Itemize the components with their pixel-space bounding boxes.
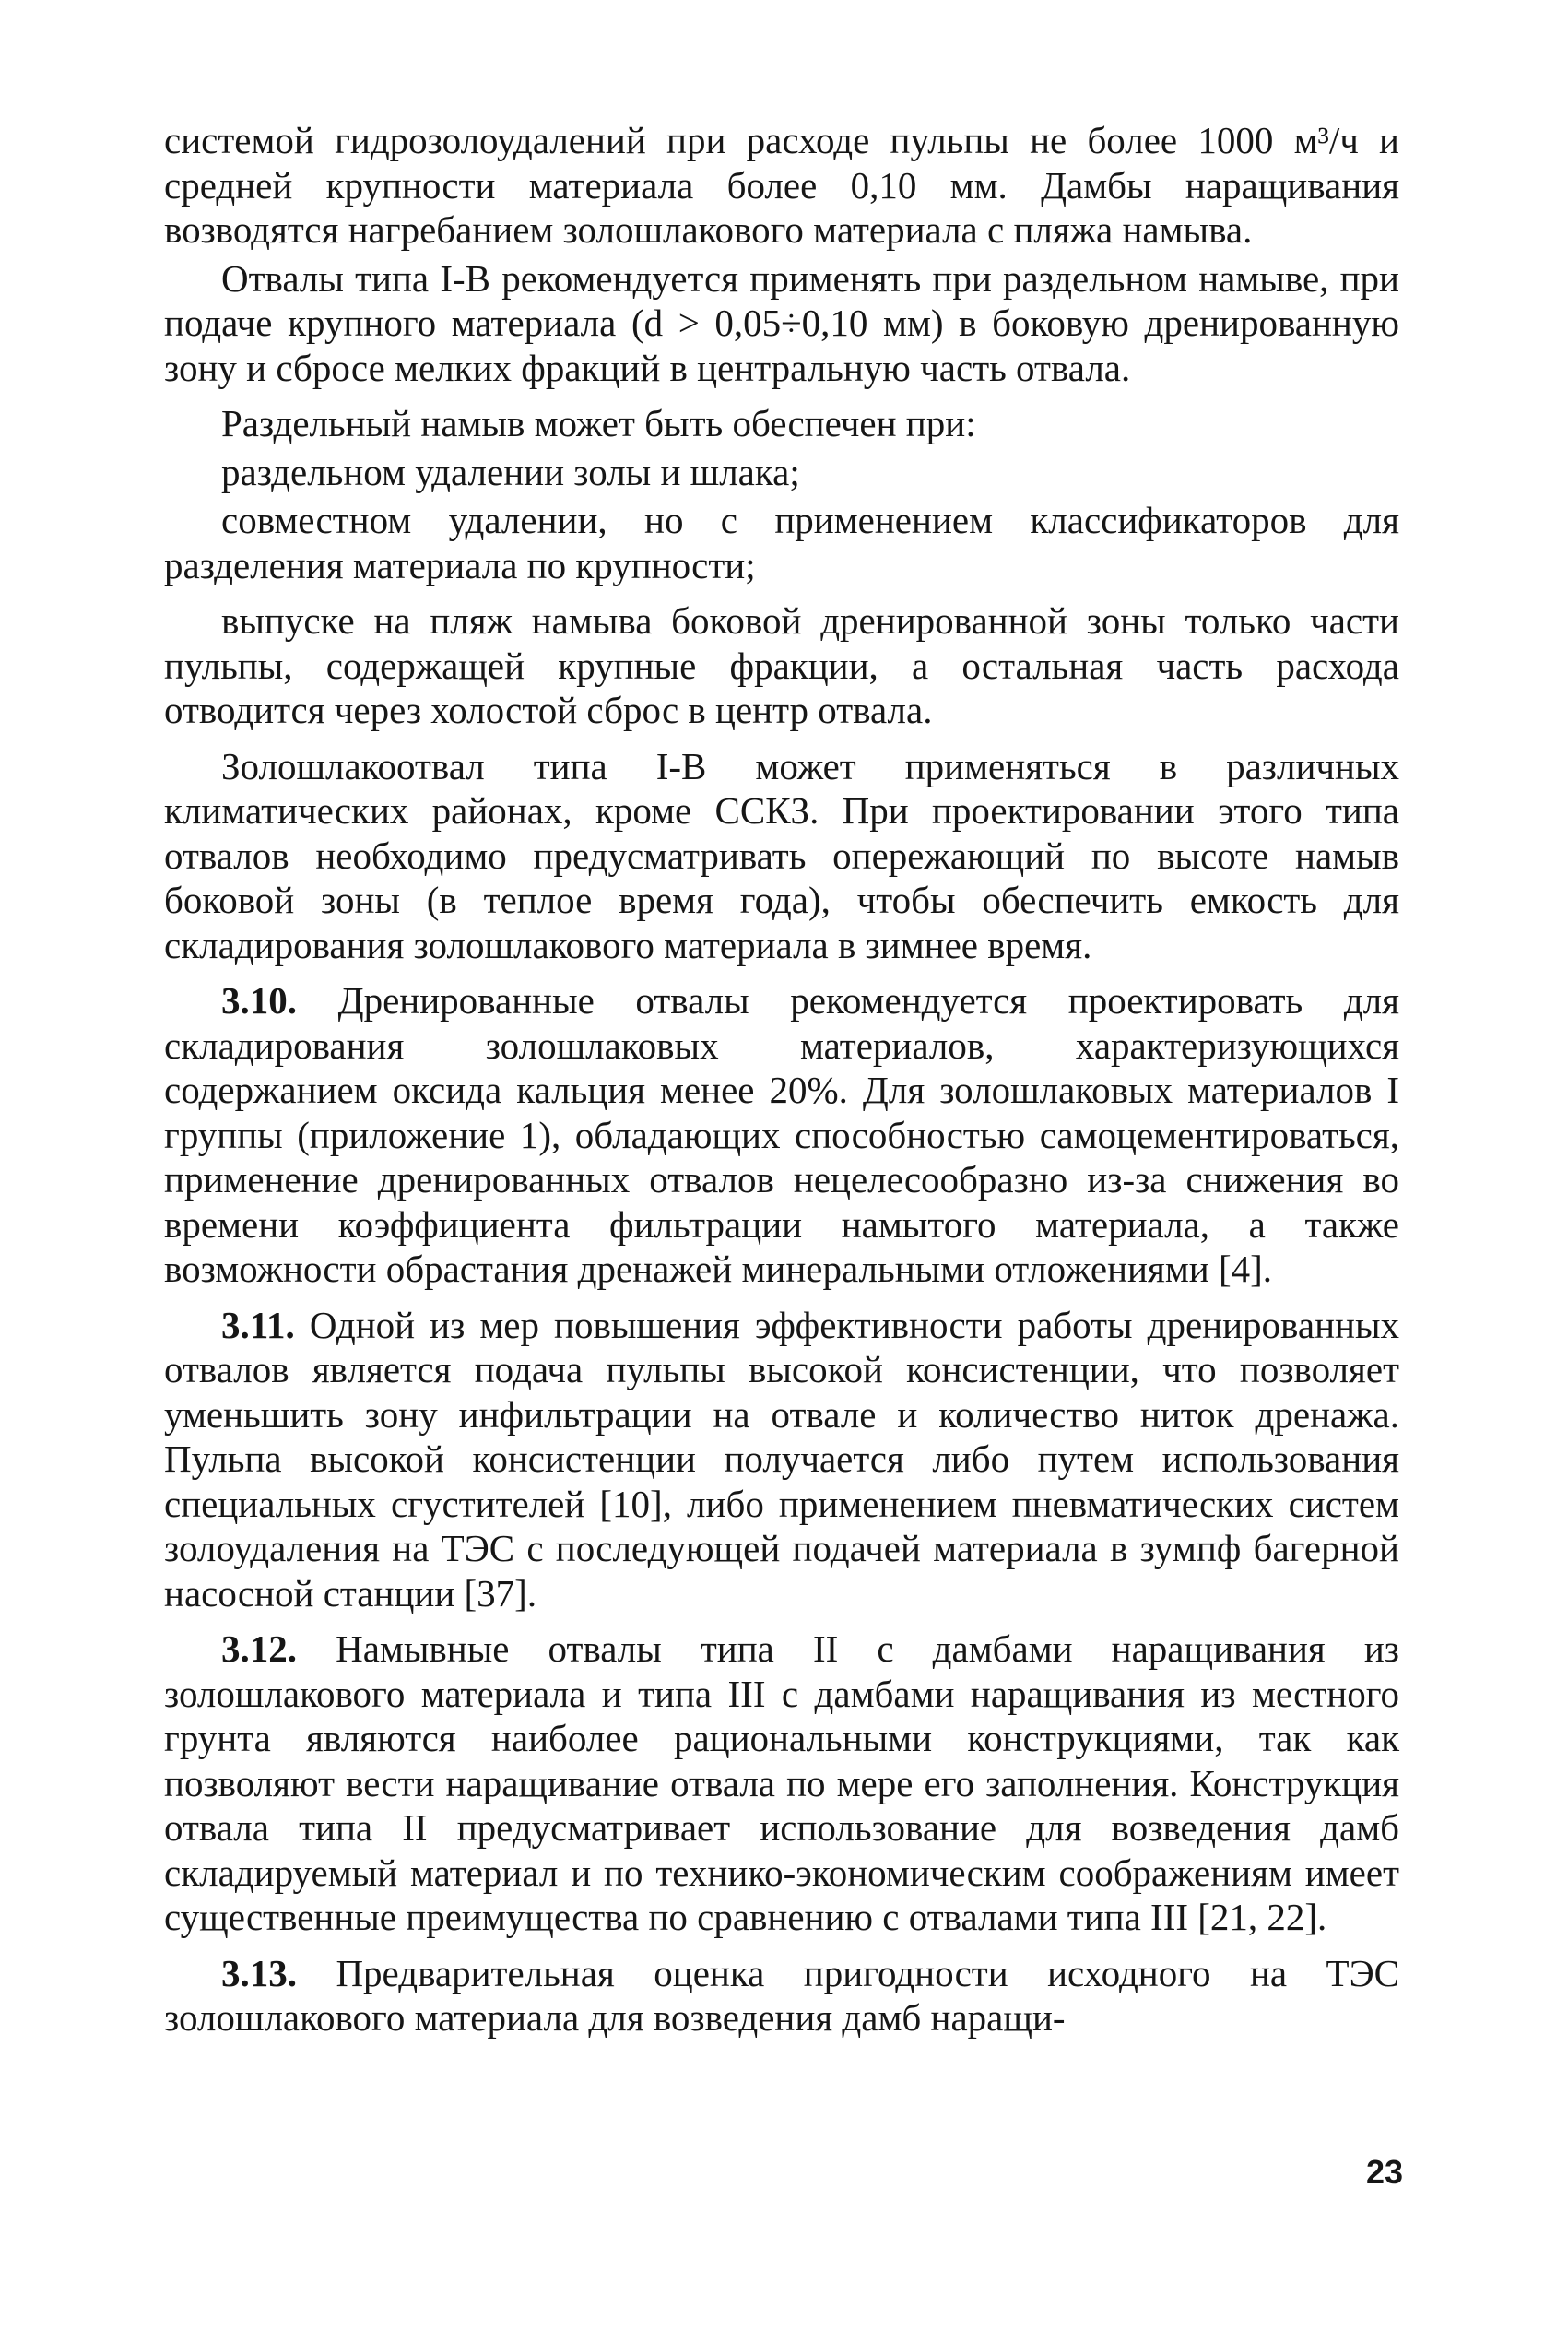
section-number: 3.11. [221,1303,295,1346]
section-3-12 [164,1626,1399,1940]
section-number: 3.13. [221,1951,297,1994]
paragraph-type-1v [164,256,1399,391]
paragraph-continued [164,118,1399,253]
section-3-11 [164,1303,1399,1616]
list-item [164,598,1399,733]
paragraph-text: Раздельный намыв может быть обеспечен при: [221,402,976,444]
paragraph-text: Отвалы типа I-В рекомендуется применять при раздельном намыве, при подаче крупного материала (d > 0,05÷0,10 мм) в боковую дренированную зону и сбросе мелких фракций в центральную часть отвала. [164,256,1399,389]
paragraph-text: Дренированные отвалы рекомендуется проектировать для складирования золошлаковых материалов, характеризующихся содержанием оксида кальция менее 20%. Для золошлаковых материалов I группы (приложение 1), обладающих способностью самоцементироваться, применение дренированных отвалов нецелесообразно из-за снижения во времени коэффициента фильтрации намытого материала, а также возможности обрастания дренажей минеральными отложениями [4]. [164,979,1399,1290]
paragraph-text: раздельном удалении золы и шлака; [221,450,800,493]
paragraph-text: системой гидрозолоудалений при расходе пульпы не более 1000 м³/ч и средней крупности материала более 0,10 мм. Дамбы наращивания возводятся нагребанием золошлакового материала с пляжа намыва. [164,119,1399,251]
text-column [164,118,1399,2052]
paragraph-text: выпуске на пляж намыва боковой дренированной зоны только части пульпы, содержащей крупные фракции, а остальная часть расхода отводится через холостой сброс в центр отвала. [164,599,1399,731]
section-number: 3.10. [221,979,297,1022]
paragraph-text: Одной из мер повышения эффективности работы дренированных отвалов является подача пульпы высокой консистенции, что позволяет уменьшить зону инфильтрации на отвале и количество ниток дренажа. Пульпа высокой консистенции получается либо путем использования специальных сгустителей [10], либо применением пневматических систем золоудаления на ТЭС с последующей подачей материала в зумпф багерной насосной станции [37]. [164,1303,1399,1615]
paragraph-text: Намывные отвалы типа II с дамбами наращивания из золошлакового материала и типа III с дамбами наращивания из местного грунта являются наиболее рациональными конструкциями, так как позволяют вести наращивание отвала по мере его заполнения. Конструкция отвала типа II предусматривает использование для возведения дамб складируемый материал и по технико-экономическим соображениям имеет существенные преимущества по сравнению с отвалами типа III [21, 22]. [164,1627,1399,1938]
paragraph-climate [164,744,1399,968]
section-number: 3.12. [221,1627,297,1670]
list-item [164,450,1399,495]
paragraph-separate-washing [164,401,1399,446]
list-item [164,498,1399,587]
page-number: 23 [1365,2153,1403,2191]
paragraph-text: Предварительная оценка пригодности исходного на ТЭС золошлакового материала для возведения дамб наращи- [164,1951,1400,2039]
section-3-10 [164,978,1399,1292]
paragraph-text: совместном удалении, но с применением классификаторов для разделения материала по крупности; [164,499,1399,586]
paragraph-text: Золошлакоотвал типа I-В может применяться в различных климатических районах, кроме ССКЗ. При проектировании этого типа отвалов необходимо предусматривать опережающий по высоте намыв боковой зоны (в теплое время года), чтобы обеспечить емкость для складирования золошлакового материала в зимнее время. [164,744,1399,966]
section-3-13 [164,1951,1399,2040]
